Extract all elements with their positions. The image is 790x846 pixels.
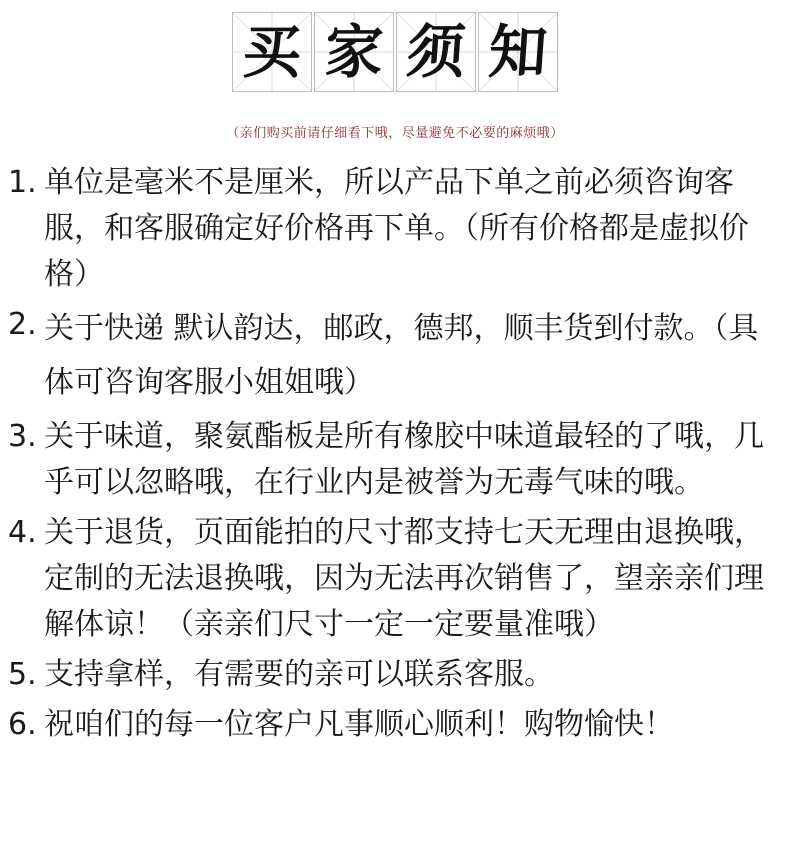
page-title xyxy=(232,12,558,98)
notice-text: 关于快递 默认韵达，邮政，德邦，顺丰货到付款。（具体可咨询客服小姐姐哦） xyxy=(44,311,759,400)
notice-item-5 xyxy=(8,652,784,698)
notice-text: 支持拿样，有需要的亲可以联系客服。 xyxy=(44,657,554,692)
notice-number: 5. xyxy=(8,657,37,692)
subtitle: （亲们购买前请仔细看下哦，尽量避免不必要的麻烦哦） xyxy=(226,126,564,141)
header xyxy=(0,12,790,98)
title-char: 知 xyxy=(486,18,550,86)
notice-item-1 xyxy=(8,160,784,298)
title-char-box xyxy=(396,12,476,92)
notice-text: 关于味道，聚氨酯板是所有橡胶中味道最轻的了哦，几乎可以忽略哦，在行业内是被誉为无毒气味的哦。 xyxy=(44,419,764,500)
notice-text: 单位是毫米不是厘米，所以产品下单之前必须咨询客服，和客服确定好价格再下单。（所有价格都是虚拟价格） xyxy=(44,165,749,292)
notice-item-4 xyxy=(8,510,784,648)
notice-text: 关于退货，页面能拍的尺寸都支持七天无理由退换哦，定制的无法退换哦，因为无法再次销售了，望亲亲们理解体谅！（亲亲们尺寸一定一定要量准哦） xyxy=(44,515,764,642)
notice-item-3 xyxy=(8,414,784,506)
title-char-box xyxy=(232,12,312,92)
title-char: 须 xyxy=(404,18,468,86)
notice-number: 6. xyxy=(8,707,37,742)
notice-list xyxy=(8,160,784,752)
notice-number: 3. xyxy=(8,419,37,454)
title-char-box xyxy=(314,12,394,92)
notice-text: 祝咱们的每一位客户凡事顺心顺利！购物愉快！ xyxy=(44,707,674,742)
notice-item-2 xyxy=(8,302,784,410)
notice-number: 1. xyxy=(8,165,37,200)
title-char-box xyxy=(478,12,558,92)
notice-item-6 xyxy=(8,702,784,748)
notice-number: 4. xyxy=(8,515,37,550)
title-char: 家 xyxy=(322,18,386,86)
title-char: 买 xyxy=(240,18,304,86)
notice-number: 2. xyxy=(8,307,37,342)
